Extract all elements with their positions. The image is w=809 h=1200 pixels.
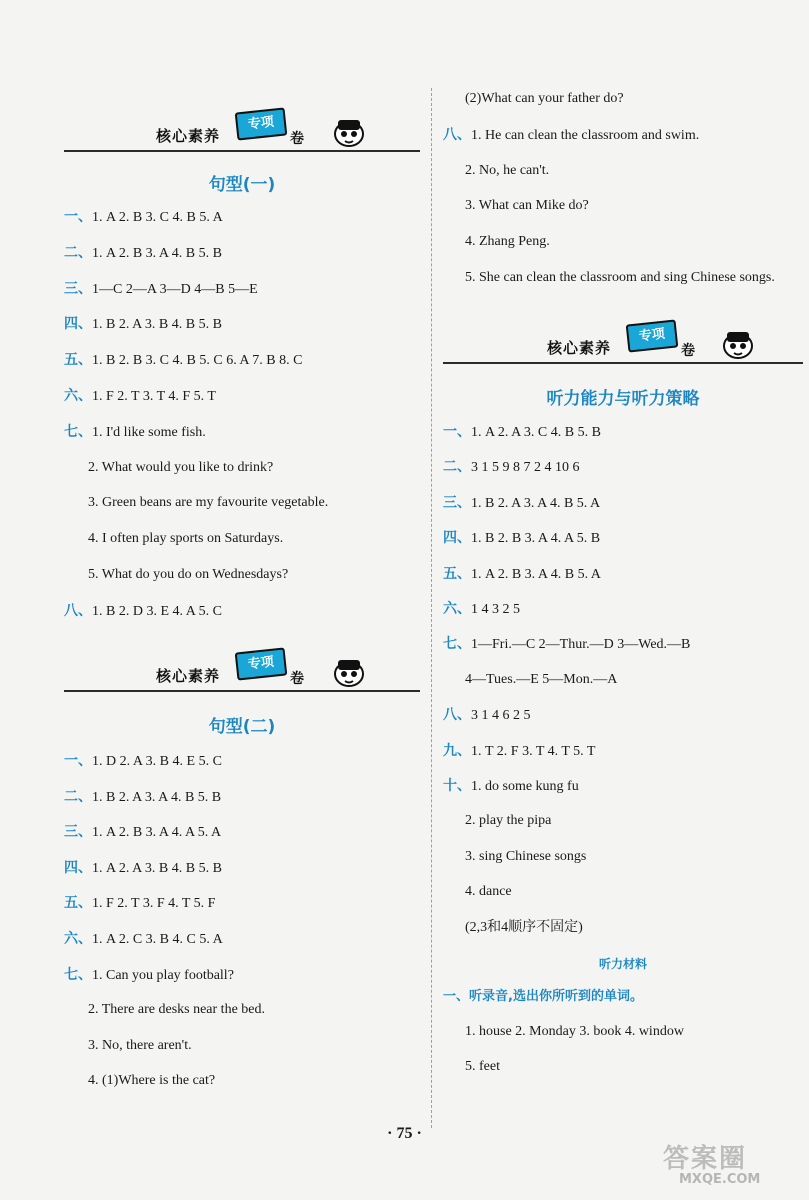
answer-text: 3 1 4 6 2 5 xyxy=(471,708,531,724)
answer-line xyxy=(88,1001,265,1019)
answer-text: (2)What can your father do? xyxy=(465,91,624,106)
answer-text: 1. F 2. T 3. F 4. T 5. F xyxy=(92,896,216,912)
answer-line xyxy=(88,1072,215,1090)
answer-line xyxy=(88,566,288,584)
answer-text: 4. I often play sports on Saturdays. xyxy=(88,531,284,547)
banner-title: 核心素养 xyxy=(156,667,221,685)
question-number: 八、 xyxy=(443,707,471,724)
answer-text: 1. I'd like some fish. xyxy=(92,424,206,440)
answer-text: 1. A 2. B 3. A 4. A 5. A xyxy=(92,825,222,841)
answer-line xyxy=(64,387,216,406)
banner-badge: 专项 xyxy=(235,107,288,140)
answer-line xyxy=(64,208,223,227)
answer-text: 1. B 2. A 3. B 4. B 5. B xyxy=(92,317,222,333)
section-banner xyxy=(64,100,420,152)
answer-line xyxy=(443,777,579,796)
answer-line xyxy=(64,280,258,299)
answer-line xyxy=(465,90,624,108)
answer-text: 1. He can clean the classroom and swim. xyxy=(471,127,700,143)
answer-line xyxy=(64,602,222,621)
answer-line xyxy=(443,635,690,654)
watermark-url: MXQE.COM xyxy=(679,1172,761,1187)
question-number: 五、 xyxy=(64,352,92,369)
answer-line xyxy=(64,894,215,913)
answer-line xyxy=(443,494,600,513)
answer-line xyxy=(88,1037,192,1055)
question-number: 七、 xyxy=(64,423,92,440)
answer-text: 3. No, there aren't. xyxy=(88,1037,192,1053)
mascot-icon xyxy=(332,652,366,688)
answer-line xyxy=(465,269,775,287)
answer-line xyxy=(443,742,595,761)
banner-badge: 专项 xyxy=(626,319,679,352)
question-number: 六、 xyxy=(443,601,471,617)
answer-line xyxy=(64,244,222,263)
answer-text: 3. Green beans are my favourite vegetable. xyxy=(88,495,329,511)
mascot-icon xyxy=(332,112,366,148)
answer-text: 1. A 2. C 3. B 4. C 5. A xyxy=(92,932,223,947)
answer-line xyxy=(443,423,601,442)
answer-text: 4—Tues.—E 5—Mon.—A xyxy=(465,671,618,687)
answer-line xyxy=(64,788,221,807)
banner-rule xyxy=(64,690,420,692)
answer-text: 1. do some kung fu xyxy=(471,779,579,794)
answer-text: 4. Zhang Peng. xyxy=(465,234,550,250)
question-number: 十、 xyxy=(443,778,471,794)
banner-suffix: 卷 xyxy=(290,131,304,147)
answer-text: 1. A 2. B 3. A 4. B 5. B xyxy=(92,245,222,261)
answer-text: 1. Can you play football? xyxy=(92,967,234,983)
column-divider xyxy=(431,88,432,1128)
material-line: 5. feet xyxy=(465,1059,500,1074)
answer-line xyxy=(465,233,550,251)
material-title: 听力材料 xyxy=(598,957,647,971)
banner-rule xyxy=(64,150,420,152)
answer-text: 1. B 2. A 3. A 4. B 5. B xyxy=(92,789,222,805)
answer-line xyxy=(465,671,617,689)
question-number: 一、 xyxy=(64,209,92,225)
question-number: 二、 xyxy=(64,244,92,261)
page-number: · 75 · xyxy=(387,1125,422,1142)
answer-line xyxy=(64,859,222,878)
watermark-text: 答案圈 xyxy=(663,1144,748,1174)
question-number: 四、 xyxy=(443,530,471,547)
answer-line xyxy=(64,423,206,442)
banner-suffix: 卷 xyxy=(681,343,695,359)
section-heading: 句型(一) xyxy=(208,175,276,195)
answer-text: 3 1 5 9 8 7 2 4 10 6 xyxy=(471,460,580,476)
banner-badge: 专项 xyxy=(235,647,288,680)
material-line: 1. house 2. Monday 3. book 4. window xyxy=(465,1024,684,1039)
question-number: 三、 xyxy=(64,824,92,841)
question-number: 四、 xyxy=(64,316,92,333)
question-number: 七、 xyxy=(443,636,471,653)
question-number: 二、 xyxy=(64,788,92,805)
answer-text: 2. There are desks near the bed. xyxy=(88,1002,265,1018)
question-number: 一、 xyxy=(443,424,471,440)
answer-line xyxy=(465,883,512,901)
answer-line xyxy=(443,529,600,548)
answer-text: 1 4 3 2 5 xyxy=(471,602,520,617)
answer-text: 1. A 2. A 3. B 4. B 5. B xyxy=(92,860,222,876)
question-number: 八、 xyxy=(443,126,471,143)
answer-text: 1. T 2. F 3. T 4. T 5. T xyxy=(471,743,596,759)
answer-line xyxy=(88,494,328,512)
answer-line xyxy=(465,162,549,180)
banner-rule xyxy=(443,362,803,364)
banner-title: 核心素养 xyxy=(156,127,221,145)
answer-text: 1—Fri.—C 2—Thur.—D 3—Wed.—B xyxy=(471,637,691,653)
answer-line xyxy=(64,752,222,771)
answer-text: 2. play the pipa xyxy=(465,813,552,829)
answer-text: 1. B 2. D 3. E 4. A 5. C xyxy=(92,603,222,619)
question-number: 六、 xyxy=(64,931,92,947)
question-number: 三、 xyxy=(443,494,471,511)
answer-text: 3. What can Mike do? xyxy=(465,198,589,214)
answer-line xyxy=(465,197,589,215)
answer-text: 2. No, he can't. xyxy=(465,162,550,178)
answer-text: 1. D 2. A 3. B 4. E 5. C xyxy=(92,754,222,769)
answer-text: 1. A 2. A 3. C 4. B 5. B xyxy=(471,425,601,440)
answer-line xyxy=(64,823,221,842)
answer-line xyxy=(64,351,302,370)
answer-line xyxy=(443,565,601,584)
answer-text: 4. (1)Where is the cat? xyxy=(88,1073,216,1089)
section-heading: 听力能力与听力策略 xyxy=(546,389,700,409)
question-number: 八、 xyxy=(64,602,92,619)
answer-text: 1. A 2. B 3. C 4. B 5. A xyxy=(92,210,223,225)
answer-text: 1. B 2. A 3. A 4. B 5. A xyxy=(471,495,601,511)
answer-line xyxy=(443,458,580,477)
answer-line xyxy=(64,930,223,949)
answer-line xyxy=(465,919,583,937)
answer-line xyxy=(88,459,273,477)
answer-line xyxy=(64,966,234,985)
section-banner xyxy=(443,312,803,364)
answer-text: 1. B 2. B 3. C 4. B 5. C 6. A 7. B 8. C xyxy=(92,353,303,369)
answer-text: 1. B 2. B 3. A 4. A 5. B xyxy=(471,531,601,547)
answer-text: 4. dance xyxy=(465,884,512,900)
question-number: 四、 xyxy=(64,859,92,876)
answer-text: 2. What would you like to drink? xyxy=(88,459,274,475)
question-number: 六、 xyxy=(64,388,92,404)
answer-line xyxy=(443,600,520,619)
answer-text: 3. sing Chinese songs xyxy=(465,848,587,864)
answer-text: 1. A 2. B 3. A 4. B 5. A xyxy=(471,566,601,582)
section-heading: 句型(二) xyxy=(208,717,276,737)
banner-title: 核心素养 xyxy=(547,339,612,357)
answer-text: 1—C 2—A 3—D 4—B 5—E xyxy=(92,281,258,297)
watermark-logo xyxy=(663,1138,791,1190)
question-number: 一、 xyxy=(64,753,92,769)
answer-line xyxy=(443,126,699,145)
answer-line xyxy=(64,315,222,334)
answer-line xyxy=(465,812,551,830)
answer-line xyxy=(465,848,586,866)
question-number: 二、 xyxy=(443,459,471,476)
question-number: 九、 xyxy=(443,742,471,759)
answer-text: 5. She can clean the classroom and sing Chinese songs. xyxy=(465,270,775,285)
answer-text: 1. F 2. T 3. T 4. F 5. T xyxy=(92,389,216,404)
question-number: 三、 xyxy=(64,280,92,297)
question-number: 七、 xyxy=(64,966,92,983)
answer-text: (2,3和4顺序不固定) xyxy=(465,919,583,935)
answer-line xyxy=(88,530,283,548)
question-number: 五、 xyxy=(64,895,92,912)
banner-suffix: 卷 xyxy=(290,671,304,687)
mascot-icon xyxy=(721,324,755,360)
question-number: 五、 xyxy=(443,565,471,582)
answer-line xyxy=(443,706,531,725)
answer-text: 5. What do you do on Wednesdays? xyxy=(88,567,289,582)
section-banner xyxy=(64,640,420,692)
material-intro: 一、听录音,选出你所听到的单词。 xyxy=(443,989,643,1004)
